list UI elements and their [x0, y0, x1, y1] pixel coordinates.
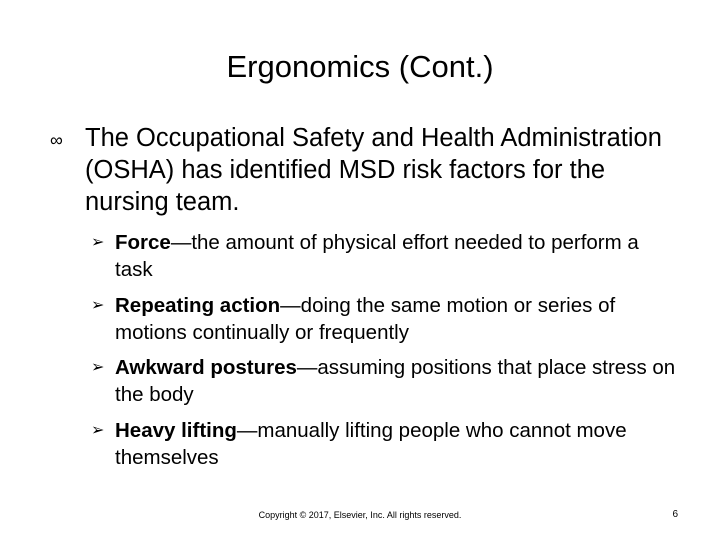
page-number: 6 — [672, 509, 678, 520]
sub-bullet-list — [91, 229, 681, 479]
arrow-bullet-icon: ➢ — [91, 234, 105, 251]
sub-bullet-term: Force — [115, 231, 171, 254]
sub-bullet-description: —the amount of physical effort needed to perform a task — [115, 231, 639, 281]
sub-bullet-term: Repeating action — [115, 293, 281, 317]
arrow-bullet-icon: ➢ — [91, 296, 105, 314]
sub-bullet-description: —manually lifting people who cannot move themselves — [115, 418, 627, 469]
main-bullet-text: The Occupational Safety and Health Administration (OSHA) has identified MSD risk factors for the nursing team. — [85, 124, 662, 216]
slide-title: Ergonomics (Cont.) — [226, 49, 494, 84]
arrow-bullet-icon: ➢ — [91, 359, 105, 376]
main-bullet — [50, 122, 670, 218]
copyright-footer: Copyright © 2017, Elsevier, Inc. All rights reserved. — [258, 510, 462, 520]
sub-bullet-force — [91, 229, 681, 283]
sub-bullet-awkward-postures — [91, 354, 681, 408]
sub-bullet-term: Awkward postures — [115, 356, 297, 379]
sub-bullet-description: —assuming positions that place stress on the body — [115, 356, 676, 406]
sub-bullet-term: Heavy lifting — [115, 418, 237, 442]
arrow-bullet-icon: ➢ — [91, 421, 105, 439]
chain-bullet-icon: ∞ — [50, 130, 63, 150]
sub-bullet-description: —doing the same motion or series of motions continually or frequently — [115, 293, 616, 344]
sub-bullet-heavy-lifting — [91, 417, 681, 471]
sub-bullet-repeating-action — [91, 292, 681, 346]
